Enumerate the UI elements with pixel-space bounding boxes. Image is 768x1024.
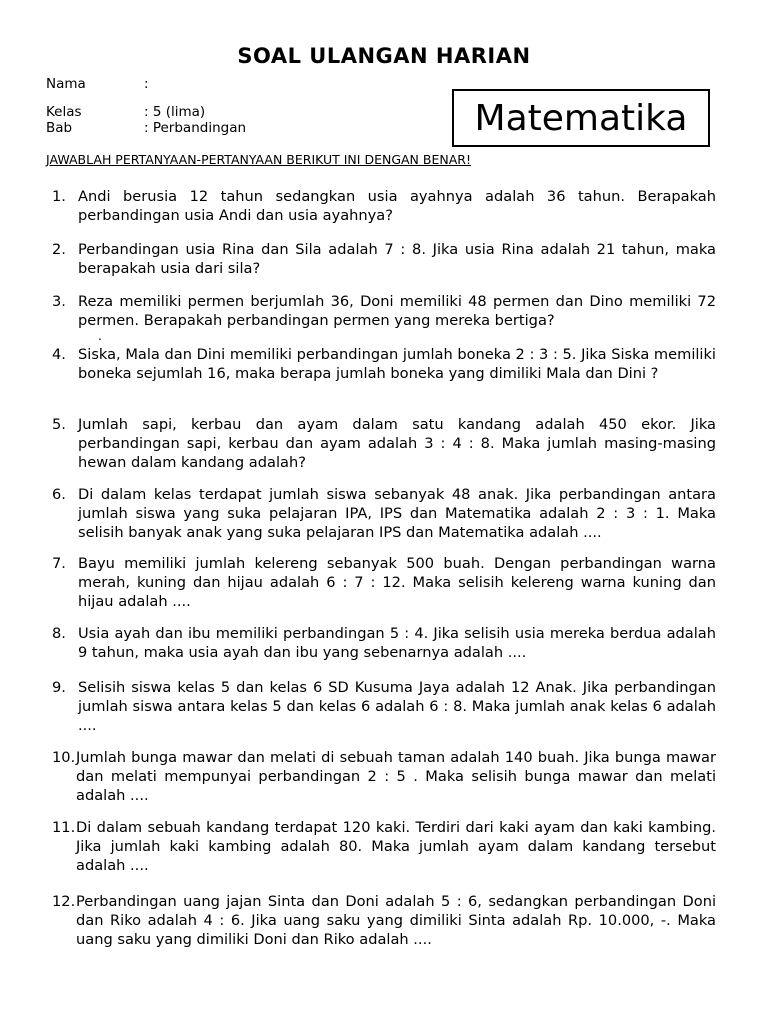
question-number: 10. — [52, 749, 76, 766]
question-item — [52, 485, 716, 542]
bab-label: Bab — [46, 120, 73, 136]
question-item — [52, 748, 716, 805]
question-text: Andi berusia 12 tahun sedangkan usia ayahnya adalah 36 tahun. Berapakah perbandingan usia Andi dan usia ayahnya? — [78, 188, 716, 224]
question-text: Selisih siswa kelas 5 dan kelas 6 SD Kusuma Jaya adalah 12 Anak. Jika perbandingan jumlah siswa antara kelas 5 dan kelas 6 adalah 6 : 8. Maka jumlah anak kelas 6 adalah .... — [78, 679, 716, 734]
question-number: 12. — [52, 893, 76, 910]
instruction: JAWABLAH PERTANYAAN-PERTANYAAN BERIKUT INI DENGAN BENAR! — [46, 152, 471, 167]
question-text: Di dalam sebuah kandang terdapat 120 kaki. Terdiri dari kaki ayam dan kaki kambing. Jika jumlah kaki kambing adalah 80. Maka jumlah ayam dalam kandang tersebut adalah .... — [76, 819, 716, 874]
question-number: 7. — [52, 555, 66, 572]
question-item — [52, 240, 716, 278]
subject-box: Matematika — [452, 89, 710, 147]
question-number: 6. — [52, 486, 66, 503]
question-text: Jumlah bunga mawar dan melati di sebuah taman adalah 140 buah. Jika bunga mawar dan melati mempunyai perbandingan 2 : 5 . Maka selisih bunga mawar dan melati adalah .... — [76, 749, 716, 804]
question-item — [52, 892, 716, 949]
question-item — [52, 818, 716, 875]
question-item — [52, 345, 716, 383]
question-number: 2. — [52, 241, 66, 258]
question-item — [52, 415, 716, 472]
question-item — [52, 678, 716, 735]
question-item — [52, 292, 716, 330]
nama-label: Nama — [46, 76, 86, 92]
question-number: 3. — [52, 293, 66, 310]
bab-value: : Perbandingan — [144, 120, 247, 136]
question-number: 1. — [52, 188, 66, 205]
question-text: Perbandingan uang jajan Sinta dan Doni adalah 5 : 6, sedangkan perbandingan Doni dan Riko adalah 4 : 6. Jika uang saku yang dimiliki Sinta adalah Rp. 10.000, -. Maka uang saku yang dimiliki Doni dan Riko adalah .... — [76, 893, 716, 948]
nama-value: : — [144, 76, 149, 92]
question-text: Siska, Mala dan Dini memiliki perbandingan jumlah boneka 2 : 3 : 5. Jika Siska memiliki boneka sejumlah 16, maka berapa jumlah boneka yang dimiliki Mala dan Dini ? — [78, 346, 716, 382]
question-text: Di dalam kelas terdapat jumlah siswa sebanyak 48 anak. Jika perbandingan antara jumlah siswa yang suka pelajaran IPA, IPS dan Matematika adalah 2 : 3 : 1. Maka selisih banyak anak yang suka pelajaran IPS dan Matematika adalah .... — [78, 486, 716, 541]
page-title: SOAL ULANGAN HARIAN — [237, 44, 531, 68]
question-number: 4. — [52, 346, 66, 363]
question-number: 5. — [52, 416, 66, 433]
stray-mark: . — [98, 329, 102, 343]
question-text: Reza memiliki permen berjumlah 36, Doni memiliki 48 permen dan Dino memiliki 72 permen. Berapakah perbandingan permen yang mereka bertiga? — [78, 293, 716, 329]
question-item — [52, 554, 716, 611]
question-text: Jumlah sapi, kerbau dan ayam dalam satu kandang adalah 450 ekor. Jika perbandingan sapi, kerbau dan ayam adalah 3 : 4 : 8. Maka jumlah masing-masing hewan dalam kandang adalah? — [78, 416, 716, 471]
question-item — [52, 624, 716, 662]
question-number: 11. — [52, 819, 76, 836]
question-text: Perbandingan usia Rina dan Sila adalah 7 : 8. Jika usia Rina adalah 21 tahun, maka berapakah usia dari sila? — [78, 241, 716, 277]
question-number: 9. — [52, 679, 66, 696]
question-item — [52, 187, 716, 225]
question-number: 8. — [52, 625, 66, 642]
kelas-value: : 5 (lima) — [144, 104, 206, 120]
question-text: Bayu memiliki jumlah kelereng sebanyak 500 buah. Dengan perbandingan warna merah, kuning dan hijau adalah 6 : 7 : 12. Maka selisih kelereng warna kuning dan hijau adalah .... — [78, 555, 716, 610]
kelas-label: Kelas — [46, 104, 82, 120]
question-text: Usia ayah dan ibu memiliki perbandingan 5 : 4. Jika selisih usia mereka berdua adalah 9 tahun, maka usia ayah dan ibu yang sebenarnya adalah .... — [78, 625, 716, 661]
